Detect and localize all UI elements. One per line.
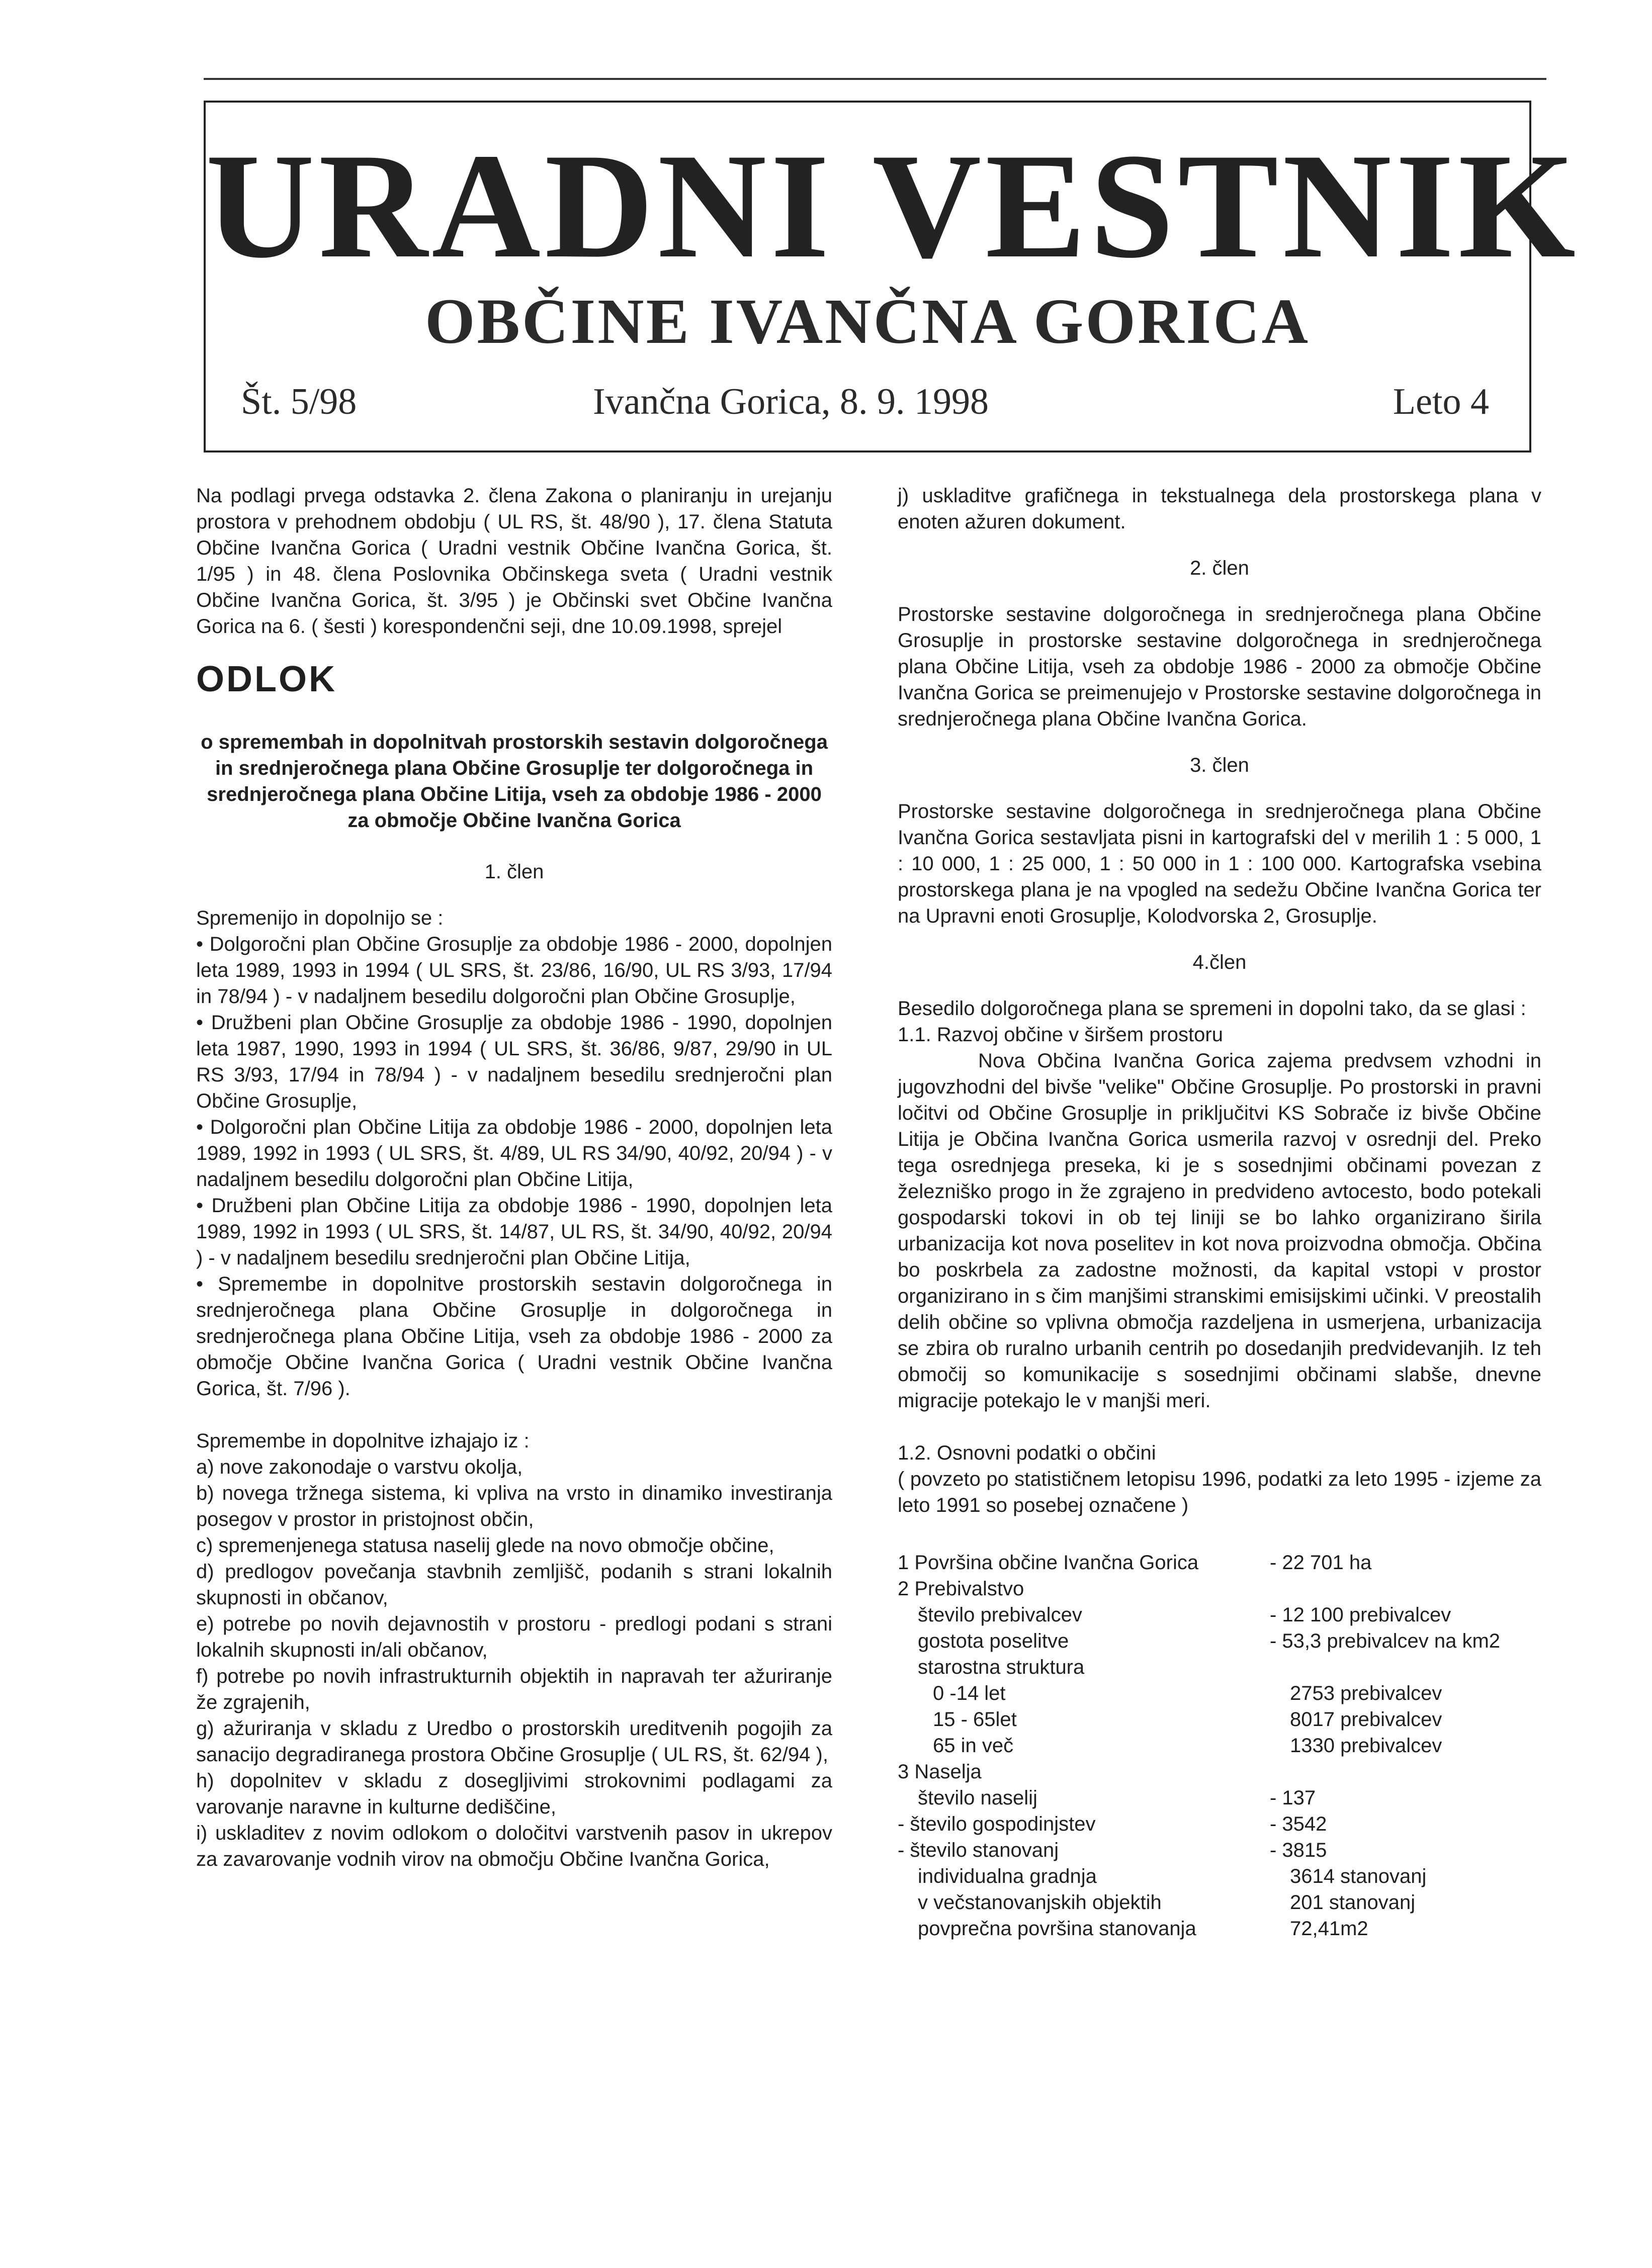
issue-year: Leto 4 (1393, 381, 1489, 422)
stat-label: 0 -14 let (933, 1682, 1006, 1704)
stat-row (898, 1628, 1541, 1654)
section-1-1-text: Nova Občina Ivančna Gorica zajema predvsem vzhodni in jugovzhodni del bivše "velike" Občine Grosuplje. Po prostorski in pravni ločitvi od Občine Grosuplje in priključitvi KS Sobrače iz bivše Občine Litija je Občina Ivančna Gorica usmerila razvoj v osrednji del. Preko tega osrednjega preseka, ki je s sosednjimi občinami povezan z železniško progo in že zgrajeno in predvideno avtocesto, bodo potekali gospodarski tokovi in ob tej liniji se bo lahko organizirano širila urbanizacija kot nova poselitev in kot nova proizvodna območja. Občina bo poskrbela za zadostne možnosti, da kapital vstopi v prostor organizirano in s čim manjšimi stranskimi emisijskimi učinki. V preostalih delih občine so vplivna območja razdeljena in usmerjena, urbanizacija se zbira ob ruralno urbanih centrih po dosedanjih predvidevanjih. Iz teh območij so komunikacije s sosednjimi občinami slabše, dnevne migracije potekajo le v manjši meri. (898, 1050, 1541, 1412)
stat-value: - 12 100 prebivalcev (1270, 1604, 1451, 1626)
stat-label: število prebivalcev (918, 1604, 1082, 1626)
list-item: g) ažuriranja v skladu z Uredbo o prostorskih ureditvenih pogojih za sanacijo degradiranega prostora Občine Grosuplje ( UL RS, št. 62/94 ), (196, 1717, 832, 1766)
stat-row (898, 1733, 1541, 1759)
stat-row (898, 1889, 1541, 1916)
stat-label: 3 Naselja (898, 1761, 982, 1783)
article-3-heading: 3. člen (1190, 754, 1249, 776)
stat-label: 65 in več (933, 1735, 1014, 1757)
stat-row (898, 1916, 1541, 1942)
masthead (204, 101, 1580, 452)
stat-value: - 137 (1270, 1787, 1316, 1809)
section-1-2-note: ( povzeto po statističnem letopisu 1996, podatki za leto 1995 - izjeme za leto 1991 so posebej označene ) (898, 1468, 1541, 1516)
list-item: j) uskladitve grafičnega in tekstualnega dela prostorskega plana v enoten ažuren dokument. (898, 485, 1541, 533)
issue-row (241, 374, 1489, 429)
bullet-item: • Spremembe in dopolnitve prostorskih sestavin dolgoročnega in srednjeročnega plana Občine Grosuplje in dolgoročnega in srednjeročnega plana Občine Litija, vseh za obdobje 1986 - 2000 za območje Občine Ivančna Gorica ( Uradni vestnik Občine Ivančna Gorica, št. 7/96 ). (196, 1273, 832, 1400)
stat-row (898, 1602, 1541, 1628)
list-item: c) spremenjenega statusa naselij glede na novo območje občine, (196, 1534, 774, 1557)
stat-row (898, 1837, 1541, 1863)
stat-label: individualna gradnja (918, 1865, 1097, 1887)
changes-lead: Spremembe in dopolnitve izhajajo iz : (196, 1430, 530, 1452)
stat-label: starostna struktura (918, 1656, 1085, 1678)
stat-label: 15 - 65let (933, 1708, 1017, 1731)
stat-label: 1 Površina občine Ivančna Gorica (898, 1552, 1199, 1574)
section-1-2-heading: 1.2. Osnovni podatki o občini (898, 1442, 1156, 1464)
issue-place-date: Ivančna Gorica, 8. 9. 1998 (593, 381, 989, 422)
stat-label: gostota poselitve (918, 1630, 1069, 1652)
article-1-heading: 1. člen (484, 861, 544, 883)
bullet-item: • Družbeni plan Občine Grosuplje za obdobje 1986 - 1990, dopolnjen leta 1987, 1990, 1993 in 1994 ( UL SRS, št. 36/86, 9/87, 29/90 in UL RS 3/93, 17/94 in 78/94 ) - v nadaljnem besedilu srednjeročni plan Občine Grosuplje, (196, 1012, 832, 1112)
stat-value: 72,41m2 (1290, 1918, 1368, 1940)
stat-value: 201 stanovanj (1290, 1891, 1416, 1914)
list-item: i) uskladitev z novim odlokom o določitvi varstvenih pasov in ukrepov za zavarovanje vodnih virov na območju Občine Ivančna Gorica, (196, 1822, 832, 1870)
article-4-heading: 4.člen (1192, 951, 1247, 973)
stat-row (898, 1576, 1541, 1602)
article-1-lead: Spremenijo in dopolnijo se : (196, 907, 444, 929)
masthead-subtitle: OBČINE IVANČNA GORICA (424, 286, 1311, 357)
list-item: f) potrebe po novih infrastrukturnih objektih in napravah ter ažuriranje že zgrajenih, (196, 1665, 832, 1713)
document-heading: ODLOK (196, 659, 337, 699)
stat-row (898, 1785, 1541, 1811)
list-item: e) potrebe po novih dejavnostih v prostoru - predlogi podani s strani lokalnih skupnosti in/ali občanov, (196, 1613, 832, 1661)
stat-row (898, 1759, 1541, 1785)
stat-label: 2 Prebivalstvo (898, 1578, 1024, 1600)
stat-value: - 3542 (1270, 1813, 1327, 1835)
list-item: h) dopolnitev v skladu z dosegljivimi strokovnimi podlagami za varovanje naravne in kulturne dediščine, (196, 1770, 832, 1818)
article-3-text: Prostorske sestavine dolgoročnega in srednjeročnega plana Občine Ivančna Gorica sestavljata pisni in kartografski del v merilih 1 : 5 000, 1 : 10 000, 1 : 25 000, 1 : 50 000 in 1 : 100 000. Kartografska vsebina prostorskega plana je na vpogled na sedežu Občine Ivančna Gorica ter na Upravni enoti Grosuplje, Kolodvorska 2, Grosuplje. (898, 800, 1541, 927)
right-column (898, 483, 1541, 1942)
stat-row (898, 1680, 1541, 1706)
stat-label: - število gospodinjstev (898, 1813, 1096, 1835)
stat-value: 3614 stanovanj (1290, 1865, 1427, 1887)
left-column (196, 483, 832, 1872)
stat-value: 2753 prebivalcev (1290, 1682, 1442, 1704)
stat-value: - 3815 (1270, 1839, 1327, 1861)
stat-value: - 53,3 prebivalcev na km2 (1270, 1630, 1501, 1652)
stat-label: v večstanovanjskih objektih (918, 1891, 1162, 1914)
document-subtitle: o spremembah in dopolnitvah prostorskih sestavin dolgoročnega in srednjeročnega plana Občine Grosuplje ter dolgoročnega in srednjeročnega plana Občine Litija, vseh za obdobje 1986 - 2000 za območje Občine Ivančna Gorica (201, 731, 828, 832)
stat-label: povprečna površina stanovanja (918, 1918, 1196, 1940)
masthead-title: URADNI VESTNIK (206, 122, 1580, 289)
stat-row (898, 1811, 1541, 1837)
top-rule (204, 78, 1546, 80)
article-2-text: Prostorske sestavine dolgoročnega in srednjeročnega plana Občine Grosuplje in prostorske sestavine dolgoročnega in srednjeročnega plana Občine Litija, vseh za obdobje 1986 - 2000 za območje Občine Ivančna Gorica se preimenujejo v Prostorske sestavine dolgoročnega in srednjeročnega plana Občine Ivančna Gorica. (898, 603, 1541, 730)
issue-number: Št. 5/98 (241, 381, 357, 422)
intro-paragraph: Na podlagi prvega odstavka 2. člena Zakona o planiranju in urejanju prostora v prehodnem obdobju ( UL RS, št. 48/90 ), 17. člena Statuta Občine Ivančna Gorica ( Uradni vestnik Občine Ivančna Gorica, št. 1/95 ) in 48. člena Poslovnika Občinskega sveta ( Uradni vestnik Občine Ivančna Gorica, št. 3/95 ) je Občinski svet Občine Ivančna Gorica na 6. ( šesti ) korespondenčni seji, dne 10.09.1998, sprejel (196, 485, 832, 638)
stat-value: 1330 prebivalcev (1290, 1735, 1442, 1757)
list-item: a) nove zakonodaje o varstvu okolja, (196, 1456, 523, 1478)
list-item: b) novega tržnega sistema, ki vpliva na vrsto in dinamiko investiranja posegov v prostor in pristojnost občin, (196, 1482, 832, 1530)
stat-value: - 22 701 ha (1270, 1552, 1372, 1574)
section-1-1-heading: 1.1. Razvoj občine v širšem prostoru (898, 1024, 1223, 1046)
bullet-item: • Družbeni plan Občine Litija za obdobje 1986 - 1990, dopolnjen leta 1989, 1992 in 1993 ( UL SRS, št. 14/87, UL RS, št. 34/90, 40/92, 20/94 ) - v nadaljnem besedilu srednjeročni plan Občine Litija, (196, 1195, 832, 1269)
stat-label: število naselij (918, 1787, 1037, 1809)
stat-row (898, 1654, 1541, 1680)
statistics-table (898, 1550, 1541, 1942)
list-item: d) predlogov povečanja stavbnih zemljišč, podanih s strani lokalnih skupnosti in občanov, (196, 1561, 832, 1609)
bullet-item: • Dolgoročni plan Občine Grosuplje za obdobje 1986 - 2000, dopolnjen leta 1989, 1993 in 1994 ( UL SRS, št. 23/86, 16/90, UL RS 3/93, 17/94 in 78/94 ) - v nadaljnem besedilu dolgoročni plan Občine Grosuplje, (196, 933, 832, 1008)
stat-row (898, 1863, 1541, 1889)
stat-row (898, 1706, 1541, 1733)
stat-row (898, 1550, 1541, 1576)
article-4-text: Besedilo dolgoročnega plana se spremeni in dopolni tako, da se glasi : (898, 997, 1526, 1020)
stat-value: 8017 prebivalcev (1290, 1708, 1442, 1731)
article-2-heading: 2. člen (1190, 557, 1249, 579)
bullet-item: • Dolgoročni plan Občine Litija za obdobje 1986 - 2000, dopolnjen leta 1989, 1992 in 1993 ( UL SRS, št. 4/89, UL RS 34/90, 40/92, 20/94 ) - v nadaljnem besedilu dolgoročni plan Občine Litija, (196, 1116, 832, 1191)
stat-label: - število stanovanj (898, 1839, 1059, 1861)
